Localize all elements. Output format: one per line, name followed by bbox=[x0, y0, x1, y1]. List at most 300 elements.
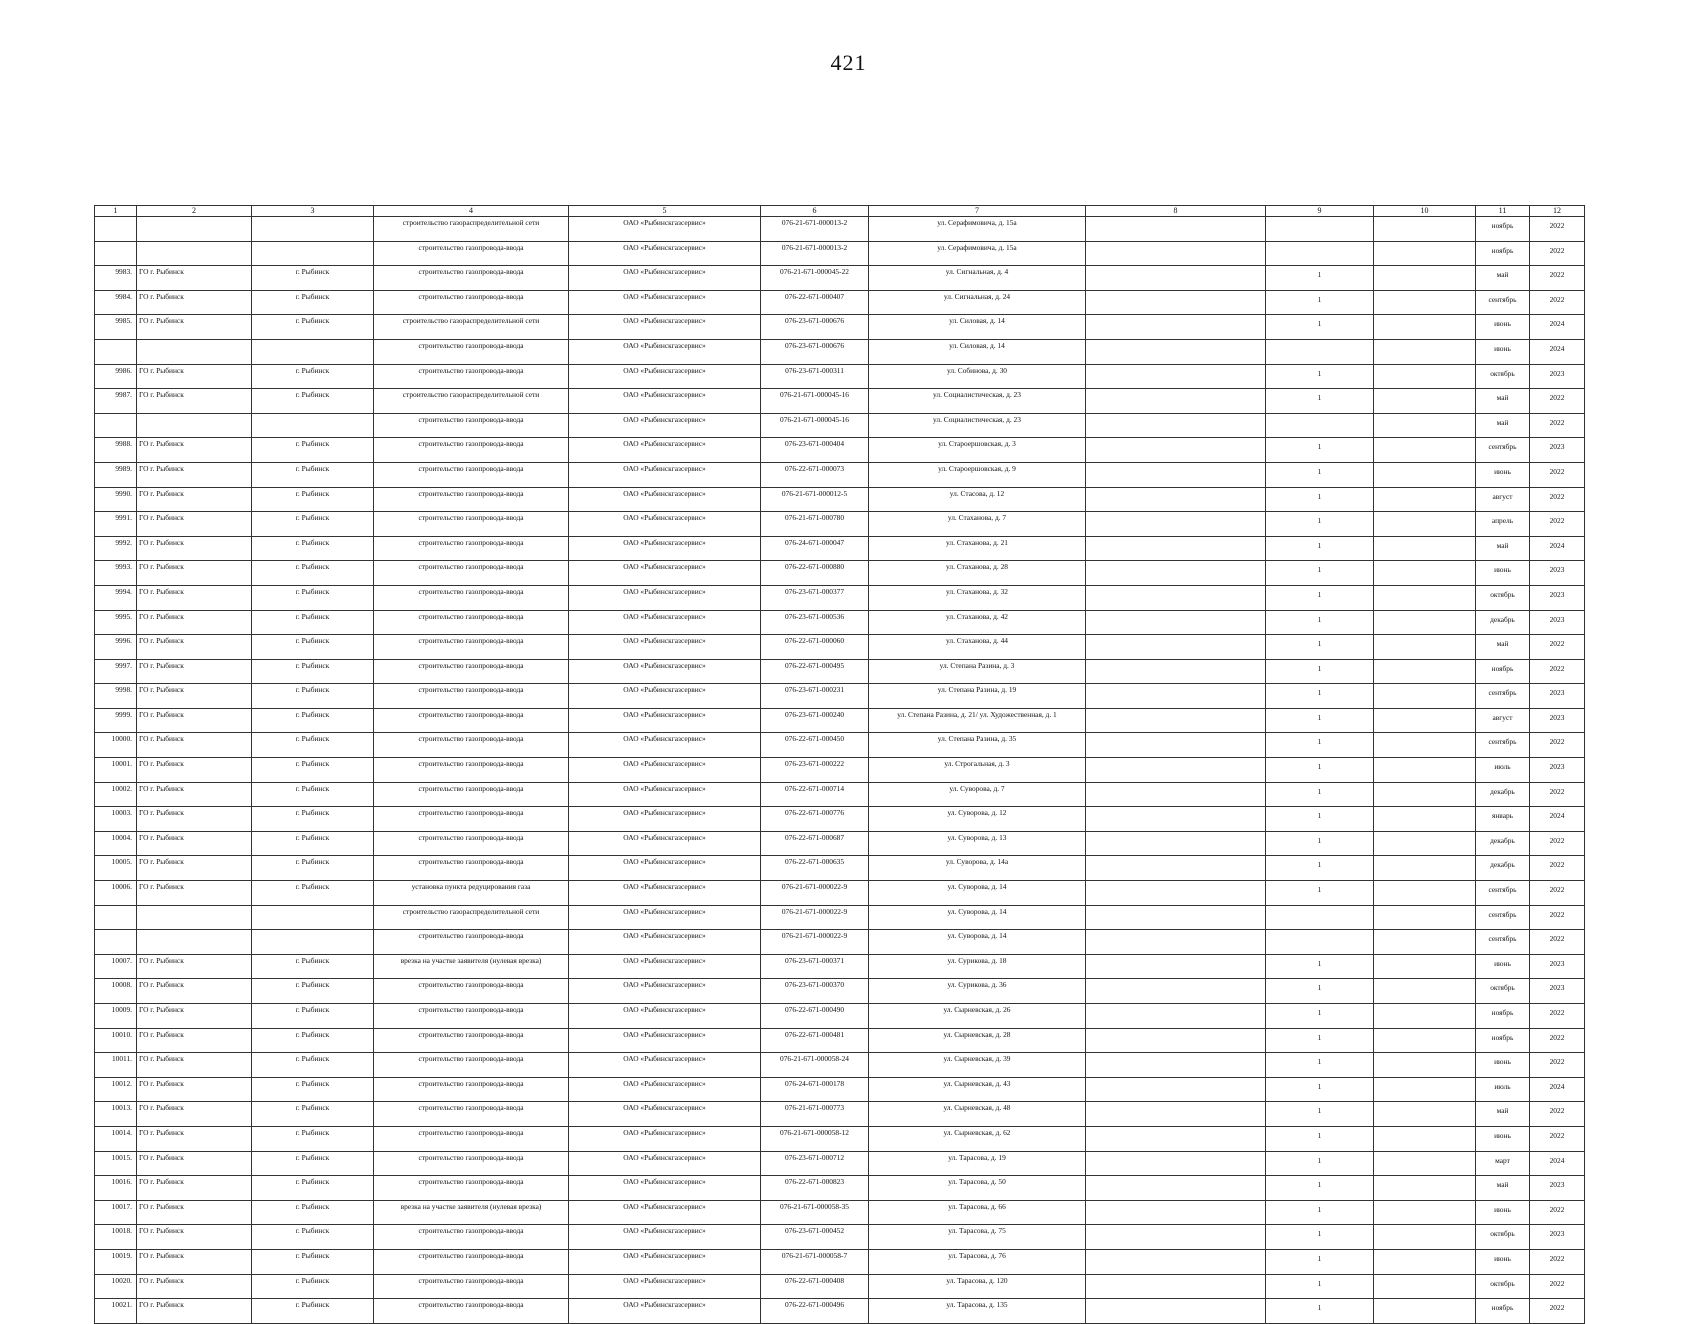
cell-col-6: 076-23-671-000370 bbox=[761, 979, 869, 1004]
cell-col-10 bbox=[1374, 1200, 1476, 1225]
cell-col-9 bbox=[1266, 930, 1374, 955]
cell-col-12: 2022 bbox=[1530, 905, 1585, 930]
cell-col-4: врезка на участке заявителя (нулевая врезка) bbox=[374, 1200, 569, 1225]
cell-col-1: 10003. bbox=[95, 807, 137, 832]
cell-col-2: ГО г. Рыбинск bbox=[137, 881, 252, 906]
cell-col-10 bbox=[1374, 930, 1476, 955]
cell-col-2: ГО г. Рыбинск bbox=[137, 315, 252, 340]
cell-col-7: ул. Сырневская, д. 28 bbox=[869, 1028, 1086, 1053]
cell-col-10 bbox=[1374, 364, 1476, 389]
cell-col-11: октябрь bbox=[1476, 1274, 1530, 1299]
cell-col-9: 1 bbox=[1266, 1299, 1374, 1324]
cell-col-10 bbox=[1374, 1102, 1476, 1127]
cell-col-10 bbox=[1374, 708, 1476, 733]
cell-col-7: ул. Строгальная, д. 3 bbox=[869, 758, 1086, 783]
cell-col-10 bbox=[1374, 782, 1476, 807]
cell-col-7: ул. Стаханова, д. 42 bbox=[869, 610, 1086, 635]
cell-col-1: 10011. bbox=[95, 1053, 137, 1078]
cell-col-11: ноябрь bbox=[1476, 217, 1530, 242]
cell-col-8 bbox=[1086, 1004, 1266, 1029]
cell-col-1: 9991. bbox=[95, 512, 137, 537]
cell-col-7: ул. Сурикова, д. 18 bbox=[869, 954, 1086, 979]
cell-col-11: май bbox=[1476, 1176, 1530, 1201]
cell-col-11: июнь bbox=[1476, 462, 1530, 487]
cell-col-6: 076-22-671-000495 bbox=[761, 659, 869, 684]
cell-col-3: г. Рыбинск bbox=[252, 1176, 374, 1201]
cell-col-9: 1 bbox=[1266, 610, 1374, 635]
cell-col-11: март bbox=[1476, 1151, 1530, 1176]
cell-col-4: строительство газопровода-ввода bbox=[374, 684, 569, 709]
cell-col-11: октябрь bbox=[1476, 979, 1530, 1004]
cell-col-9: 1 bbox=[1266, 512, 1374, 537]
cell-col-1: 9995. bbox=[95, 610, 137, 635]
cell-col-1: 10018. bbox=[95, 1225, 137, 1250]
cell-col-2: ГО г. Рыбинск bbox=[137, 758, 252, 783]
cell-col-3 bbox=[252, 930, 374, 955]
cell-col-3: г. Рыбинск bbox=[252, 684, 374, 709]
cell-col-7: ул. Стаханова, д. 44 bbox=[869, 635, 1086, 660]
cell-col-6: 076-22-671-000060 bbox=[761, 635, 869, 660]
cell-col-5: ОАО «Рыбинскгазсервис» bbox=[569, 1249, 761, 1274]
header-cell-7: 7 bbox=[869, 206, 1086, 217]
cell-col-3: г. Рыбинск bbox=[252, 1225, 374, 1250]
cell-col-6: 076-21-671-000022-9 bbox=[761, 905, 869, 930]
cell-col-10 bbox=[1374, 438, 1476, 463]
cell-col-10 bbox=[1374, 905, 1476, 930]
cell-col-11: июнь bbox=[1476, 561, 1530, 586]
cell-col-12: 2022 bbox=[1530, 831, 1585, 856]
cell-col-12: 2023 bbox=[1530, 708, 1585, 733]
cell-col-9: 1 bbox=[1266, 1176, 1374, 1201]
cell-col-1: 10015. bbox=[95, 1151, 137, 1176]
cell-col-6: 076-23-671-000536 bbox=[761, 610, 869, 635]
cell-col-6: 076-21-671-000058-12 bbox=[761, 1126, 869, 1151]
cell-col-10 bbox=[1374, 1249, 1476, 1274]
cell-col-11: декабрь bbox=[1476, 831, 1530, 856]
cell-col-8 bbox=[1086, 1077, 1266, 1102]
cell-col-9: 1 bbox=[1266, 684, 1374, 709]
cell-col-10 bbox=[1374, 536, 1476, 561]
cell-col-9: 1 bbox=[1266, 462, 1374, 487]
cell-col-1: 9999. bbox=[95, 708, 137, 733]
cell-col-7: ул. Сырневская, д. 48 bbox=[869, 1102, 1086, 1127]
cell-col-6: 076-23-671-000452 bbox=[761, 1225, 869, 1250]
cell-col-8 bbox=[1086, 807, 1266, 832]
cell-col-12: 2022 bbox=[1530, 1274, 1585, 1299]
cell-col-5: ОАО «Рыбинскгазсервис» bbox=[569, 413, 761, 438]
cell-col-5: ОАО «Рыбинскгазсервис» bbox=[569, 561, 761, 586]
cell-col-2: ГО г. Рыбинск bbox=[137, 1102, 252, 1127]
cell-col-12: 2022 bbox=[1530, 217, 1585, 242]
cell-col-11: октябрь bbox=[1476, 364, 1530, 389]
cell-col-11: сентябрь bbox=[1476, 438, 1530, 463]
cell-col-7: ул. Староершовская, д. 3 bbox=[869, 438, 1086, 463]
cell-col-2: ГО г. Рыбинск bbox=[137, 782, 252, 807]
cell-col-6: 076-22-671-000635 bbox=[761, 856, 869, 881]
cell-col-8 bbox=[1086, 733, 1266, 758]
cell-col-2: ГО г. Рыбинск bbox=[137, 462, 252, 487]
cell-col-12: 2024 bbox=[1530, 1151, 1585, 1176]
cell-col-10 bbox=[1374, 462, 1476, 487]
cell-col-1: 9998. bbox=[95, 684, 137, 709]
cell-col-7: ул. Тарасова, д. 120 bbox=[869, 1274, 1086, 1299]
cell-col-10 bbox=[1374, 1299, 1476, 1324]
cell-col-1: 9988. bbox=[95, 438, 137, 463]
table-row bbox=[95, 635, 1585, 660]
cell-col-2: ГО г. Рыбинск bbox=[137, 1028, 252, 1053]
cell-col-5: ОАО «Рыбинскгазсервис» bbox=[569, 979, 761, 1004]
cell-col-11: декабрь bbox=[1476, 610, 1530, 635]
cell-col-3: г. Рыбинск bbox=[252, 315, 374, 340]
cell-col-9: 1 bbox=[1266, 536, 1374, 561]
cell-col-2: ГО г. Рыбинск bbox=[137, 1200, 252, 1225]
cell-col-9: 1 bbox=[1266, 315, 1374, 340]
cell-col-2: ГО г. Рыбинск bbox=[137, 733, 252, 758]
cell-col-2: ГО г. Рыбинск bbox=[137, 807, 252, 832]
table-row bbox=[95, 1028, 1585, 1053]
cell-col-3: г. Рыбинск bbox=[252, 1151, 374, 1176]
cell-col-9: 1 bbox=[1266, 1274, 1374, 1299]
cell-col-3: г. Рыбинск bbox=[252, 1004, 374, 1029]
table-row bbox=[95, 905, 1585, 930]
cell-col-3: г. Рыбинск bbox=[252, 1077, 374, 1102]
cell-col-11: сентябрь bbox=[1476, 290, 1530, 315]
cell-col-8 bbox=[1086, 610, 1266, 635]
cell-col-11: июнь bbox=[1476, 954, 1530, 979]
cell-col-4: строительство газопровода-ввода bbox=[374, 536, 569, 561]
cell-col-2: ГО г. Рыбинск bbox=[137, 856, 252, 881]
cell-col-2: ГО г. Рыбинск bbox=[137, 438, 252, 463]
table-row bbox=[95, 659, 1585, 684]
cell-col-5: ОАО «Рыбинскгазсервис» bbox=[569, 266, 761, 291]
cell-col-5: ОАО «Рыбинскгазсервис» bbox=[569, 930, 761, 955]
cell-col-7: ул. Суворова, д. 14а bbox=[869, 856, 1086, 881]
table-row bbox=[95, 1299, 1585, 1324]
cell-col-6: 076-22-671-000490 bbox=[761, 1004, 869, 1029]
cell-col-10 bbox=[1374, 339, 1476, 364]
cell-col-5: ОАО «Рыбинскгазсервис» bbox=[569, 881, 761, 906]
cell-col-3: г. Рыбинск bbox=[252, 1053, 374, 1078]
cell-col-9: 1 bbox=[1266, 733, 1374, 758]
cell-col-7: ул. Староершовская, д. 9 bbox=[869, 462, 1086, 487]
cell-col-7: ул. Сырневская, д. 43 bbox=[869, 1077, 1086, 1102]
cell-col-5: ОАО «Рыбинскгазсервис» bbox=[569, 1274, 761, 1299]
cell-col-3: г. Рыбинск bbox=[252, 561, 374, 586]
cell-col-9: 1 bbox=[1266, 856, 1374, 881]
cell-col-8 bbox=[1086, 954, 1266, 979]
cell-col-1 bbox=[95, 241, 137, 266]
cell-col-1: 10016. bbox=[95, 1176, 137, 1201]
cell-col-6: 076-22-671-000407 bbox=[761, 290, 869, 315]
cell-col-10 bbox=[1374, 585, 1476, 610]
cell-col-12: 2022 bbox=[1530, 782, 1585, 807]
cell-col-7: ул. Социалистическая, д. 23 bbox=[869, 413, 1086, 438]
cell-col-7: ул. Стаханова, д. 28 bbox=[869, 561, 1086, 586]
cell-col-9: 1 bbox=[1266, 659, 1374, 684]
cell-col-7: ул. Стаханова, д. 32 bbox=[869, 585, 1086, 610]
table-row bbox=[95, 290, 1585, 315]
cell-col-11: май bbox=[1476, 413, 1530, 438]
cell-col-4: строительство газопровода-ввода bbox=[374, 1028, 569, 1053]
table-row bbox=[95, 462, 1585, 487]
cell-col-3: г. Рыбинск bbox=[252, 1028, 374, 1053]
cell-col-7: ул. Суворова, д. 14 bbox=[869, 930, 1086, 955]
cell-col-7: ул. Стасова, д. 12 bbox=[869, 487, 1086, 512]
cell-col-1: 9985. bbox=[95, 315, 137, 340]
table-row bbox=[95, 561, 1585, 586]
cell-col-8 bbox=[1086, 413, 1266, 438]
cell-col-4: строительство газопровода-ввода bbox=[374, 1102, 569, 1127]
cell-col-12: 2022 bbox=[1530, 635, 1585, 660]
cell-col-11: январь bbox=[1476, 807, 1530, 832]
cell-col-8 bbox=[1086, 266, 1266, 291]
cell-col-4: строительство газораспределительной сети bbox=[374, 217, 569, 242]
cell-col-11: август bbox=[1476, 708, 1530, 733]
cell-col-8 bbox=[1086, 684, 1266, 709]
cell-col-5: ОАО «Рыбинскгазсервис» bbox=[569, 1028, 761, 1053]
cell-col-8 bbox=[1086, 1053, 1266, 1078]
cell-col-3: г. Рыбинск bbox=[252, 266, 374, 291]
cell-col-11: июнь bbox=[1476, 1053, 1530, 1078]
cell-col-3: г. Рыбинск bbox=[252, 290, 374, 315]
cell-col-1: 9989. bbox=[95, 462, 137, 487]
cell-col-11: май bbox=[1476, 389, 1530, 414]
cell-col-1: 9997. bbox=[95, 659, 137, 684]
cell-col-8 bbox=[1086, 290, 1266, 315]
cell-col-1: 9994. bbox=[95, 585, 137, 610]
header-cell-8: 8 bbox=[1086, 206, 1266, 217]
cell-col-3 bbox=[252, 413, 374, 438]
cell-col-3: г. Рыбинск bbox=[252, 782, 374, 807]
cell-col-3 bbox=[252, 241, 374, 266]
cell-col-12: 2022 bbox=[1530, 389, 1585, 414]
table-row bbox=[95, 708, 1585, 733]
cell-col-4: строительство газопровода-ввода bbox=[374, 659, 569, 684]
cell-col-2: ГО г. Рыбинск bbox=[137, 487, 252, 512]
cell-col-11: август bbox=[1476, 487, 1530, 512]
cell-col-2: ГО г. Рыбинск bbox=[137, 585, 252, 610]
cell-col-1: 10008. bbox=[95, 979, 137, 1004]
cell-col-6: 076-24-671-000178 bbox=[761, 1077, 869, 1102]
cell-col-3: г. Рыбинск bbox=[252, 758, 374, 783]
cell-col-1: 10021. bbox=[95, 1299, 137, 1324]
cell-col-5: ОАО «Рыбинскгазсервис» bbox=[569, 954, 761, 979]
cell-col-2: ГО г. Рыбинск bbox=[137, 266, 252, 291]
cell-col-9 bbox=[1266, 241, 1374, 266]
cell-col-7: ул. Тарасова, д. 50 bbox=[869, 1176, 1086, 1201]
cell-col-1: 10007. bbox=[95, 954, 137, 979]
cell-col-4: строительство газопровода-ввода bbox=[374, 585, 569, 610]
cell-col-7: ул. Степана Разина, д. 21/ ул. Художественная, д. 1 bbox=[869, 708, 1086, 733]
cell-col-6: 076-23-671-000371 bbox=[761, 954, 869, 979]
header-cell-11: 11 bbox=[1476, 206, 1530, 217]
cell-col-6: 076-24-671-000047 bbox=[761, 536, 869, 561]
cell-col-9: 1 bbox=[1266, 881, 1374, 906]
table-row bbox=[95, 512, 1585, 537]
cell-col-2: ГО г. Рыбинск bbox=[137, 1176, 252, 1201]
cell-col-2: ГО г. Рыбинск bbox=[137, 1299, 252, 1324]
cell-col-8 bbox=[1086, 1299, 1266, 1324]
cell-col-2: ГО г. Рыбинск bbox=[137, 954, 252, 979]
cell-col-5: ОАО «Рыбинскгазсервис» bbox=[569, 708, 761, 733]
cell-col-11: май bbox=[1476, 1102, 1530, 1127]
cell-col-8 bbox=[1086, 979, 1266, 1004]
cell-col-5: ОАО «Рыбинскгазсервис» bbox=[569, 339, 761, 364]
cell-col-3: г. Рыбинск bbox=[252, 487, 374, 512]
cell-col-5: ОАО «Рыбинскгазсервис» bbox=[569, 1225, 761, 1250]
cell-col-12: 2022 bbox=[1530, 241, 1585, 266]
cell-col-11: ноябрь bbox=[1476, 1299, 1530, 1324]
cell-col-5: ОАО «Рыбинскгазсервис» bbox=[569, 1176, 761, 1201]
cell-col-2: ГО г. Рыбинск bbox=[137, 1274, 252, 1299]
cell-col-9: 1 bbox=[1266, 708, 1374, 733]
header-cell-1: 1 bbox=[95, 206, 137, 217]
cell-col-6: 076-22-671-000823 bbox=[761, 1176, 869, 1201]
cell-col-6: 076-21-671-000013-2 bbox=[761, 217, 869, 242]
cell-col-12: 2023 bbox=[1530, 438, 1585, 463]
cell-col-9: 1 bbox=[1266, 1077, 1374, 1102]
cell-col-11: июнь bbox=[1476, 315, 1530, 340]
cell-col-8 bbox=[1086, 1151, 1266, 1176]
cell-col-12: 2023 bbox=[1530, 585, 1585, 610]
cell-col-12: 2022 bbox=[1530, 487, 1585, 512]
cell-col-3: г. Рыбинск bbox=[252, 831, 374, 856]
cell-col-6: 076-21-671-000058-7 bbox=[761, 1249, 869, 1274]
cell-col-3: г. Рыбинск bbox=[252, 733, 374, 758]
cell-col-3: г. Рыбинск bbox=[252, 807, 374, 832]
cell-col-5: ОАО «Рыбинскгазсервис» bbox=[569, 807, 761, 832]
table-row bbox=[95, 266, 1585, 291]
cell-col-2: ГО г. Рыбинск bbox=[137, 1004, 252, 1029]
cell-col-3: г. Рыбинск bbox=[252, 610, 374, 635]
cell-col-8 bbox=[1086, 339, 1266, 364]
table-row bbox=[95, 1053, 1585, 1078]
cell-col-3: г. Рыбинск bbox=[252, 438, 374, 463]
cell-col-11: сентябрь bbox=[1476, 684, 1530, 709]
cell-col-2 bbox=[137, 339, 252, 364]
cell-col-6: 076-23-671-000240 bbox=[761, 708, 869, 733]
cell-col-4: строительство газопровода-ввода bbox=[374, 856, 569, 881]
cell-col-3: г. Рыбинск bbox=[252, 1200, 374, 1225]
cell-col-5: ОАО «Рыбинскгазсервис» bbox=[569, 536, 761, 561]
table-row bbox=[95, 807, 1585, 832]
header-cell-4: 4 bbox=[374, 206, 569, 217]
cell-col-10 bbox=[1374, 389, 1476, 414]
header-cell-12: 12 bbox=[1530, 206, 1585, 217]
cell-col-1 bbox=[95, 339, 137, 364]
cell-col-4: строительство газораспределительной сети bbox=[374, 905, 569, 930]
cell-col-9: 1 bbox=[1266, 438, 1374, 463]
cell-col-9 bbox=[1266, 905, 1374, 930]
cell-col-10 bbox=[1374, 856, 1476, 881]
cell-col-8 bbox=[1086, 635, 1266, 660]
cell-col-7: ул. Тарасова, д. 75 bbox=[869, 1225, 1086, 1250]
cell-col-10 bbox=[1374, 241, 1476, 266]
cell-col-2: ГО г. Рыбинск bbox=[137, 290, 252, 315]
cell-col-10 bbox=[1374, 561, 1476, 586]
cell-col-12: 2023 bbox=[1530, 758, 1585, 783]
cell-col-4: строительство газопровода-ввода bbox=[374, 1225, 569, 1250]
table-row bbox=[95, 1200, 1585, 1225]
cell-col-6: 076-23-671-000377 bbox=[761, 585, 869, 610]
cell-col-9: 1 bbox=[1266, 487, 1374, 512]
table-row bbox=[95, 930, 1585, 955]
cell-col-1: 9992. bbox=[95, 536, 137, 561]
cell-col-7: ул. Социалистическая, д. 23 bbox=[869, 389, 1086, 414]
cell-col-8 bbox=[1086, 831, 1266, 856]
cell-col-11: сентябрь bbox=[1476, 881, 1530, 906]
table-header bbox=[95, 206, 1585, 217]
cell-col-3 bbox=[252, 217, 374, 242]
cell-col-12: 2022 bbox=[1530, 512, 1585, 537]
cell-col-9: 1 bbox=[1266, 1004, 1374, 1029]
cell-col-12: 2022 bbox=[1530, 1126, 1585, 1151]
cell-col-12: 2022 bbox=[1530, 733, 1585, 758]
cell-col-1: 10010. bbox=[95, 1028, 137, 1053]
table-row bbox=[95, 389, 1585, 414]
cell-col-2 bbox=[137, 413, 252, 438]
cell-col-10 bbox=[1374, 1225, 1476, 1250]
cell-col-6: 076-22-671-000450 bbox=[761, 733, 869, 758]
cell-col-3: г. Рыбинск bbox=[252, 389, 374, 414]
table-row bbox=[95, 1274, 1585, 1299]
cell-col-4: строительство газораспределительной сети bbox=[374, 315, 569, 340]
cell-col-6: 076-23-671-000222 bbox=[761, 758, 869, 783]
cell-col-4: строительство газопровода-ввода bbox=[374, 1249, 569, 1274]
cell-col-5: ОАО «Рыбинскгазсервис» bbox=[569, 290, 761, 315]
cell-col-3 bbox=[252, 905, 374, 930]
cell-col-10 bbox=[1374, 413, 1476, 438]
cell-col-12: 2024 bbox=[1530, 1077, 1585, 1102]
cell-col-1: 9984. bbox=[95, 290, 137, 315]
cell-col-5: ОАО «Рыбинскгазсервис» bbox=[569, 1053, 761, 1078]
cell-col-5: ОАО «Рыбинскгазсервис» bbox=[569, 610, 761, 635]
cell-col-6: 076-22-671-000687 bbox=[761, 831, 869, 856]
cell-col-2 bbox=[137, 930, 252, 955]
cell-col-11: май bbox=[1476, 635, 1530, 660]
cell-col-10 bbox=[1374, 979, 1476, 1004]
cell-col-12: 2024 bbox=[1530, 807, 1585, 832]
cell-col-8 bbox=[1086, 881, 1266, 906]
cell-col-10 bbox=[1374, 659, 1476, 684]
cell-col-9 bbox=[1266, 413, 1374, 438]
cell-col-3: г. Рыбинск bbox=[252, 462, 374, 487]
cell-col-6: 076-21-671-000780 bbox=[761, 512, 869, 537]
cell-col-10 bbox=[1374, 610, 1476, 635]
header-cell-5: 5 bbox=[569, 206, 761, 217]
cell-col-8 bbox=[1086, 758, 1266, 783]
cell-col-11: апрель bbox=[1476, 512, 1530, 537]
cell-col-6: 076-23-671-000712 bbox=[761, 1151, 869, 1176]
cell-col-7: ул. Собинова, д. 30 bbox=[869, 364, 1086, 389]
cell-col-3: г. Рыбинск bbox=[252, 1249, 374, 1274]
cell-col-2 bbox=[137, 905, 252, 930]
header-cell-2: 2 bbox=[137, 206, 252, 217]
cell-col-11: июнь bbox=[1476, 1249, 1530, 1274]
cell-col-1: 10017. bbox=[95, 1200, 137, 1225]
cell-col-3: г. Рыбинск bbox=[252, 635, 374, 660]
table-row bbox=[95, 684, 1585, 709]
cell-col-2: ГО г. Рыбинск bbox=[137, 635, 252, 660]
page-number: 421 bbox=[830, 50, 867, 75]
cell-col-11: декабрь bbox=[1476, 782, 1530, 807]
cell-col-6: 076-21-671-000012-5 bbox=[761, 487, 869, 512]
cell-col-7: ул. Тарасова, д. 135 bbox=[869, 1299, 1086, 1324]
cell-col-7: ул. Сигнальная, д. 24 bbox=[869, 290, 1086, 315]
cell-col-7: ул. Суворова, д. 14 bbox=[869, 905, 1086, 930]
cell-col-5: ОАО «Рыбинскгазсервис» bbox=[569, 585, 761, 610]
table-row bbox=[95, 1176, 1585, 1201]
